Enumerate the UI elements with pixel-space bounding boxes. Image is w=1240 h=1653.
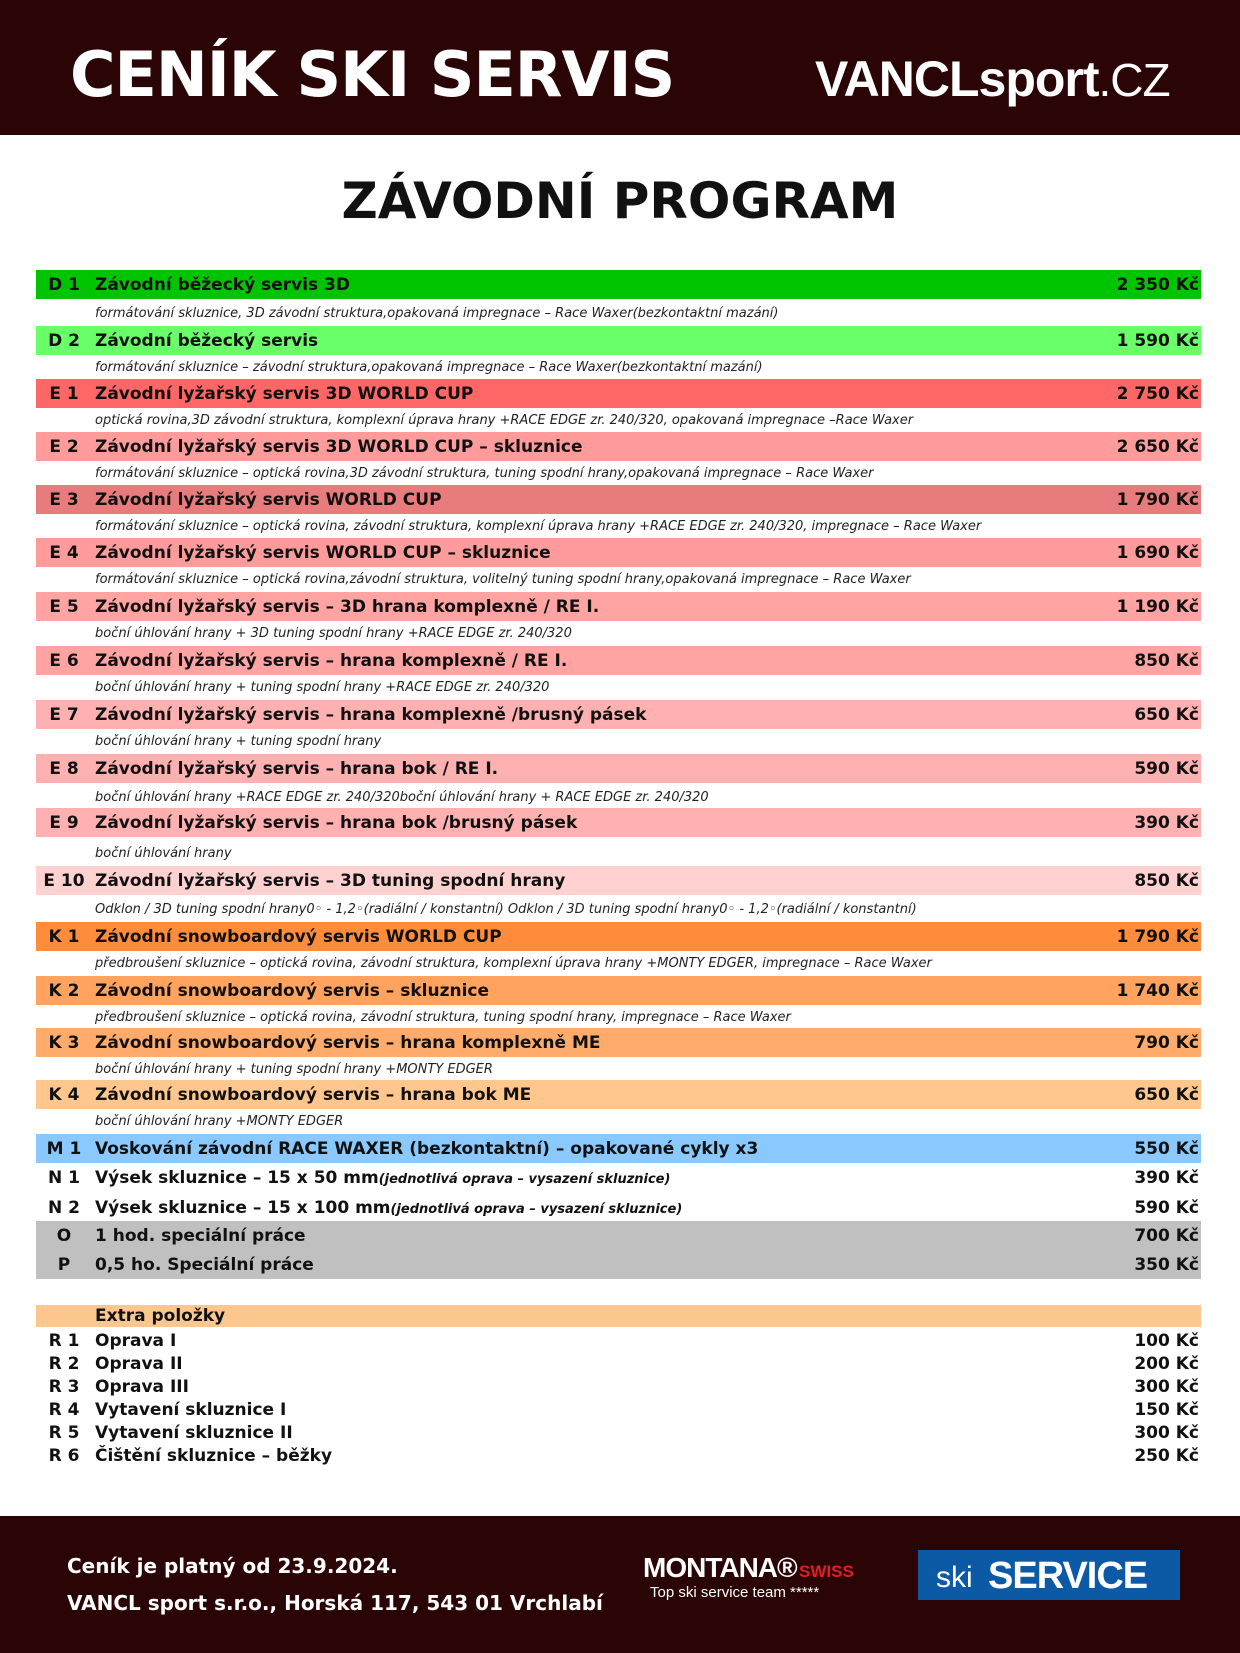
- extra-item-price: 100 Kč: [1134, 1331, 1199, 1351]
- service-price: 850 Kč: [1134, 871, 1199, 891]
- service-name-text: Závodní lyžařský servis – hrana komplexně /brusný pásek: [95, 705, 647, 725]
- service-row: [36, 270, 1201, 299]
- service-description: boční úhlování hrany +MONTY EDGER: [95, 1114, 344, 1129]
- logo-bold-text: VANCLsport: [815, 51, 1099, 107]
- service-description: formátování skluznice – optická rovina, závodní struktura, komplexní úprava hrany +RACE EDGE zr. 240/320, impregnace – Race Waxer: [95, 519, 982, 534]
- service-price: 1 790 Kč: [1116, 490, 1199, 510]
- service-price: 850 Kč: [1134, 651, 1199, 671]
- service-name-text: 0,5 ho. Speciální práce: [95, 1255, 314, 1275]
- extra-item-code: R 6: [48, 1446, 80, 1466]
- footer-bar: [0, 1516, 1240, 1653]
- service-code: D 1: [48, 275, 80, 295]
- service-name-text: Závodní lyžařský servis – hrana bok /brusný pásek: [95, 813, 578, 833]
- extra-item-code: R 5: [48, 1423, 80, 1443]
- service-name: [95, 543, 551, 563]
- service-name-text: Výsek skluznice – 15 x 50 mm: [95, 1168, 379, 1188]
- extra-item-name: Vytavení skluznice II: [95, 1423, 293, 1443]
- service-name-text: Závodní lyžařský servis – 3D hrana komplexně / RE I.: [95, 597, 600, 617]
- extra-item-name: Čištění skluznice – běžky: [95, 1446, 333, 1466]
- service-price: 790 Kč: [1134, 1033, 1199, 1053]
- service-code: K 2: [48, 981, 80, 1001]
- service-price: 650 Kč: [1134, 1085, 1199, 1105]
- service-price: 590 Kč: [1134, 1198, 1199, 1218]
- service-price: 700 Kč: [1134, 1226, 1199, 1246]
- service-name: [95, 705, 646, 725]
- extra-item-name: Oprava III: [95, 1377, 189, 1397]
- service-price: 1 690 Kč: [1116, 543, 1199, 563]
- service-code: O: [56, 1226, 72, 1246]
- montana-logo: [643, 1552, 861, 1602]
- service-code: P: [57, 1255, 71, 1275]
- service-description: boční úhlování hrany: [95, 846, 232, 861]
- service-row: [36, 1163, 1201, 1192]
- ski-service-small: ski: [936, 1561, 973, 1594]
- service-code: E 10: [43, 871, 85, 891]
- service-name: [95, 1033, 600, 1053]
- extra-items-header: [36, 1305, 1201, 1327]
- service-code: E 6: [49, 651, 79, 671]
- extra-item-code: R 1: [48, 1331, 80, 1351]
- service-name-text: Závodní lyžařský servis – hrana komplexně / RE I.: [95, 651, 568, 671]
- service-name-text: 1 hod. speciální práce: [95, 1226, 306, 1246]
- service-row: [36, 1134, 1201, 1163]
- service-name-text: Závodní lyžařský servis 3D WORLD CUP – skluznice: [95, 437, 583, 457]
- extra-item-row: [36, 1377, 1201, 1399]
- service-name-text: Závodní snowboardový servis – hrana bok ME: [95, 1085, 532, 1105]
- extra-item-name: Oprava II: [95, 1354, 183, 1374]
- service-price: 390 Kč: [1134, 1168, 1199, 1188]
- service-name: [95, 1139, 758, 1159]
- service-row: [36, 1193, 1201, 1222]
- service-row: [36, 922, 1201, 951]
- service-row: [36, 808, 1201, 837]
- service-row: [36, 326, 1201, 355]
- service-name-text: Závodní lyžařský servis WORLD CUP: [95, 490, 442, 510]
- service-name-text: Závodní lyžařský servis WORLD CUP – skluznice: [95, 543, 551, 563]
- service-row: [36, 1221, 1201, 1250]
- service-name: [95, 275, 350, 295]
- service-description: boční úhlování hrany + tuning spodní hrany +RACE EDGE zr. 240/320: [95, 680, 550, 695]
- extra-item-code: R 2: [48, 1354, 80, 1374]
- service-price: 550 Kč: [1134, 1139, 1199, 1159]
- page-title: CENÍK SKI SERVIS: [70, 38, 675, 111]
- service-code: E 3: [49, 490, 79, 510]
- service-description: boční úhlování hrany + tuning spodní hrany +MONTY EDGER: [95, 1062, 493, 1077]
- extra-item-price: 300 Kč: [1134, 1423, 1199, 1443]
- service-price: 1 590 Kč: [1116, 331, 1199, 351]
- service-description: formátování skluznice – závodní struktura,opakovaná impregnace – Race Waxer(bezkontaktní mazání): [95, 360, 763, 375]
- service-name-text: Závodní snowboardový servis WORLD CUP: [95, 927, 502, 947]
- service-price: 590 Kč: [1134, 759, 1199, 779]
- service-code: K 4: [48, 1085, 80, 1105]
- service-row: [36, 646, 1201, 675]
- service-note: (jednotlivá oprava – vysazení skluznice): [390, 1202, 683, 1217]
- service-price: 2 650 Kč: [1116, 437, 1199, 457]
- extra-item-price: 150 Kč: [1134, 1400, 1199, 1420]
- extra-items-heading: Extra položky: [95, 1306, 226, 1326]
- service-code: E 5: [49, 597, 79, 617]
- extra-item-code: R 4: [48, 1400, 80, 1420]
- service-row: [36, 379, 1201, 408]
- extra-item-name: Oprava I: [95, 1331, 177, 1351]
- service-name: [95, 1168, 670, 1188]
- service-row: [36, 976, 1201, 1005]
- service-description: předbroušení skluznice – optická rovina, závodní struktura, komplexní úprava hrany +MONTY EDGER, impregnace – Race Waxer: [95, 956, 932, 971]
- service-name: [95, 1085, 531, 1105]
- service-name: [95, 437, 583, 457]
- service-name-text: Výsek skluznice – 15 x 100 mm: [95, 1198, 391, 1218]
- extra-item-name: Vytavení skluznice I: [95, 1400, 287, 1420]
- service-code: E 1: [49, 384, 79, 404]
- ski-service-big: SERVICE: [988, 1555, 1148, 1597]
- montana-name: MONTANA®: [643, 1552, 797, 1583]
- service-code: E 2: [49, 437, 79, 457]
- logo-light-text: .CZ: [1098, 54, 1170, 106]
- service-name-text: Závodní lyžařský servis – 3D tuning spodní hrany: [95, 871, 566, 891]
- service-name: [95, 813, 577, 833]
- extra-item-code: R 3: [48, 1377, 80, 1397]
- service-code: E 4: [49, 543, 79, 563]
- extra-item-price: 250 Kč: [1134, 1446, 1199, 1466]
- service-name-text: Závodní snowboardový servis – hrana komplexně ME: [95, 1033, 601, 1053]
- service-name: [95, 981, 489, 1001]
- service-name: [95, 1255, 314, 1275]
- service-price: 1 190 Kč: [1116, 597, 1199, 617]
- service-code: K 3: [48, 1033, 80, 1053]
- extra-item-row: [36, 1423, 1201, 1445]
- service-row: [36, 1250, 1201, 1279]
- service-price: 1 790 Kč: [1116, 927, 1199, 947]
- service-row: [36, 700, 1201, 729]
- service-code: E 9: [49, 813, 79, 833]
- service-price: 390 Kč: [1134, 813, 1199, 833]
- extra-item-row: [36, 1354, 1201, 1376]
- extra-item-price: 200 Kč: [1134, 1354, 1199, 1374]
- service-name: [95, 331, 318, 351]
- service-name: [95, 1198, 682, 1218]
- service-description: formátování skluznice – optická rovina,3D závodní struktura, tuning spodní hrany,opakovaná impregnace – Race Waxer: [95, 466, 874, 481]
- extra-item-row: [36, 1331, 1201, 1353]
- service-description: formátování skluznice, 3D závodní struktura,opakovaná impregnace – Race Waxer(bezkontaktní mazání): [95, 306, 779, 321]
- service-name-text: Závodní běžecký servis 3D: [95, 275, 350, 295]
- service-name-text: Závodní snowboardový servis – skluznice: [95, 981, 489, 1001]
- service-row: [36, 485, 1201, 514]
- service-name: [95, 490, 442, 510]
- service-name: [95, 651, 567, 671]
- service-name: [95, 871, 565, 891]
- service-description: Odklon / 3D tuning spodní hrany0◦ - 1,2◦(radiální / konstantní) Odklon / 3D tuning spodní hrany0◦ - 1,2◦(radiální / konstantní): [95, 902, 917, 917]
- service-row: [36, 754, 1201, 783]
- service-price: 650 Kč: [1134, 705, 1199, 725]
- service-row: [36, 592, 1201, 621]
- service-code: E 8: [49, 759, 79, 779]
- service-price: 350 Kč: [1134, 1255, 1199, 1275]
- extra-item-row: [36, 1446, 1201, 1468]
- company-address: VANCL sport s.r.o., Horská 117, 543 01 Vrchlabí: [67, 1591, 603, 1615]
- vanclsport-logo: [815, 50, 1170, 108]
- service-description: formátování skluznice – optická rovina,závodní struktura, volitelný tuning spodní hrany,opakovaná impregnace – Race Waxer: [95, 572, 911, 587]
- header-bar: [0, 0, 1240, 135]
- service-code: M 1: [46, 1139, 82, 1159]
- extra-item-price: 300 Kč: [1134, 1377, 1199, 1397]
- service-name-text: Závodní běžecký servis: [95, 331, 319, 351]
- service-name-text: Závodní lyžařský servis – hrana bok / RE I.: [95, 759, 499, 779]
- service-description: boční úhlování hrany +RACE EDGE zr. 240/320boční úhlování hrany + RACE EDGE zr. 240/320: [95, 790, 709, 805]
- service-code: N 2: [48, 1198, 80, 1218]
- service-price: 2 350 Kč: [1116, 275, 1199, 295]
- service-price: 2 750 Kč: [1116, 384, 1199, 404]
- service-row: [36, 1028, 1201, 1057]
- service-code: D 2: [48, 331, 80, 351]
- service-name: [95, 759, 498, 779]
- service-name-text: Voskování závodní RACE WAXER (bezkontaktní) – opakované cykly x3: [95, 1139, 759, 1159]
- service-row: [36, 538, 1201, 567]
- service-note: (jednotlivá oprava – vysazení skluznice): [378, 1172, 671, 1187]
- service-description: boční úhlování hrany + 3D tuning spodní hrany +RACE EDGE zr. 240/320: [95, 626, 572, 641]
- service-description: předbroušení skluznice – optická rovina, závodní struktura, tuning spodní hrany, impregnace – Race Waxer: [95, 1010, 791, 1025]
- service-code: E 7: [49, 705, 79, 725]
- service-row: [36, 432, 1201, 461]
- service-name: [95, 597, 599, 617]
- service-name: [95, 927, 502, 947]
- service-price: 1 740 Kč: [1116, 981, 1199, 1001]
- service-row: [36, 1080, 1201, 1109]
- montana-swiss: SWISS: [799, 1562, 854, 1581]
- service-code: K 1: [48, 927, 80, 947]
- extra-item-row: [36, 1400, 1201, 1422]
- ski-service-logo: [918, 1550, 1180, 1600]
- service-description: optická rovina,3D závodní struktura, komplexní úprava hrany +RACE EDGE zr. 240/320, opakovaná impregnace –Race Waxer: [95, 413, 914, 428]
- service-name-text: Závodní lyžařský servis 3D WORLD CUP: [95, 384, 474, 404]
- service-name: [95, 384, 473, 404]
- program-title: ZÁVODNÍ PROGRAM: [341, 172, 899, 230]
- validity-note: Ceník je platný od 23.9.2024.: [67, 1554, 398, 1578]
- service-code: N 1: [48, 1168, 80, 1188]
- service-name: [95, 1226, 306, 1246]
- service-description: boční úhlování hrany + tuning spodní hrany: [95, 734, 382, 749]
- montana-tagline: Top ski service team *****: [650, 1584, 820, 1601]
- service-row: [36, 866, 1201, 895]
